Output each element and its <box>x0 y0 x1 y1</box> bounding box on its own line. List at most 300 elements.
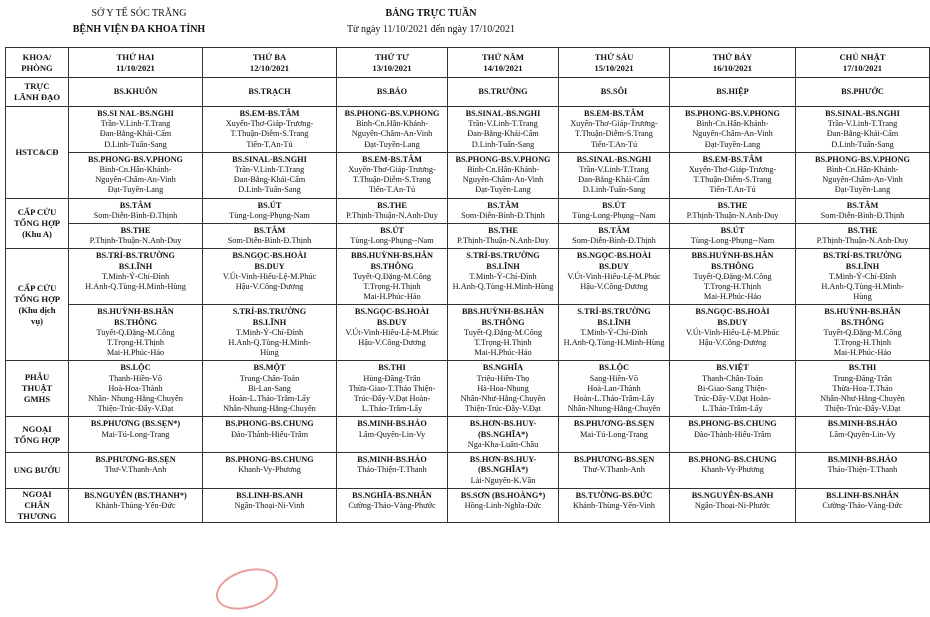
column-header-day <box>69 48 203 78</box>
duty-block <box>448 489 558 513</box>
staff-names: Thư-V.Thanh-Anh <box>104 465 167 475</box>
doctor-name: BS.SINAL-BS.NGHI <box>232 154 307 164</box>
title-block <box>316 6 546 38</box>
duty-block <box>448 417 558 452</box>
doctor-name: BS.TÂM <box>846 200 879 210</box>
staff-names: T.Thuận-Diễm-S.Trang <box>575 129 653 139</box>
duty-cell <box>69 361 203 417</box>
duty-block <box>559 305 669 350</box>
staff-names: Nguyên-Châm-An-Vinh <box>351 129 433 139</box>
staff-names: Bình-Cn.Hân-Khánh- <box>99 165 172 175</box>
duty-cell <box>448 152 559 198</box>
column-header-day <box>337 48 448 78</box>
staff-names: Hậu-V.Công-Dương <box>580 282 648 292</box>
column-date: 13/10/2021 <box>372 62 412 73</box>
staff-names: Đạt-Tuyền-Lang <box>475 185 531 195</box>
duty-cell <box>203 361 337 417</box>
duty-block <box>337 417 447 441</box>
doctor-name: (BS.NGHĨA*) <box>477 429 529 439</box>
column-day: CHỦ NHẬT <box>839 51 886 62</box>
row-label <box>6 488 69 522</box>
staff-names: H.Anh-Q.Tùng-H.Minh-Hùng <box>563 338 665 348</box>
doctor-name: BS.THÔNG <box>370 261 414 271</box>
doctor-name: BS.SINAL-BS.NGHI <box>825 109 900 118</box>
staff-names: Đan-Bằng-Khải-Cẩm <box>233 175 306 185</box>
doctor-name: BS.NGHĨA-BS.NHÂN <box>352 490 432 500</box>
doctor-name: BS.LỘC <box>598 363 630 373</box>
doctor-name: BS.NGỌC-BS.HOÀI <box>232 251 307 261</box>
doctor-name: BS.DUY <box>717 317 748 327</box>
staff-names: Tùng-Long-Phụng-Nam <box>229 210 310 220</box>
staff-names: T.Minh-Ý-Chí-Đình <box>469 271 537 281</box>
duty-block <box>796 199 929 223</box>
duty-cell <box>796 361 930 417</box>
staff-names: Lâm-Quyên-Lin-Vy <box>829 429 896 439</box>
staff-names: Hậu-V.Công-Dương <box>698 338 767 348</box>
staff-names: V.Út-Vinh-Hiếu-Lệ-M.Phúc <box>685 327 780 337</box>
staff-names: P.Thịnh-Thuận-N.Anh-Duy <box>457 236 549 246</box>
duty-cell <box>559 107 670 153</box>
staff-names: V.Út-Vinh-Hiếu-Lệ-M.Phúc <box>222 271 317 281</box>
duty-block <box>69 249 202 294</box>
duty-block <box>559 199 669 223</box>
doctor-name: BS.PHONG-BS.V.PHONG <box>87 154 184 164</box>
doctor-name: (BS.NGHĨA*) <box>477 465 529 475</box>
duty-cell <box>559 152 670 198</box>
duty-cell <box>203 152 337 198</box>
leader-cell: BS.KHUÔN <box>69 78 203 107</box>
duty-block <box>670 417 795 441</box>
duty-cell <box>448 453 559 489</box>
leader-row <box>6 78 930 107</box>
doctor-name: BS.SI NAL-BS.NGHI <box>97 109 174 118</box>
duty-cell <box>670 152 796 198</box>
staff-names: Trần-V.Linh-T.Trang <box>234 165 305 175</box>
doctor-name: BS.PHONG-BS.V.PHONG <box>344 109 440 118</box>
duty-block <box>559 489 669 513</box>
staff-names: Trúc-Đây-V.Đạt Hoàn- <box>353 394 431 404</box>
staff-names: Xuyến-Thơ-Giáp-Trương- <box>570 119 658 129</box>
doctor-name: BS.LĨNH <box>118 261 153 271</box>
doctor-name: BS.THÔNG <box>840 317 885 327</box>
row-label-line: PHẪU <box>24 372 50 383</box>
duty-block <box>796 361 929 416</box>
duty-block <box>203 249 336 294</box>
duty-block <box>559 453 669 477</box>
doctor-name: BS.MINH-BS.HẢO <box>827 419 898 429</box>
staff-names: Trần-V.Linh-T.Trang <box>468 119 538 129</box>
staff-names: Mai-H.Phúc-Hảo <box>474 348 532 358</box>
duty-cell <box>796 453 930 489</box>
duty-block <box>69 224 202 248</box>
staff-names: L.Thảo-Trâm-Lấy <box>361 404 423 414</box>
duty-cell <box>69 249 203 305</box>
doctor-name: BS.LINH-BS.NHÂN <box>826 490 899 500</box>
doctor-name: BS.TÂM <box>253 226 286 236</box>
column-header-department <box>6 48 69 78</box>
doctor-name: BS.SINAL-BS.NGHI <box>465 109 541 118</box>
duty-block <box>448 199 558 223</box>
doctor-name: BS.PHONG-BS.CHUNG <box>688 455 777 465</box>
duty-block <box>670 199 795 223</box>
doctor-name: BS.SƠN (BS.HOÀNG*) <box>460 490 546 500</box>
staff-names: Trần-V.Linh-T.Trang <box>827 119 898 129</box>
staff-names: Khánh-Thùng-Yến-Đức <box>95 500 176 510</box>
doctor-name: BS.PHƯƠNG-BS.SẸN <box>573 419 655 429</box>
roster-row <box>6 152 930 198</box>
duty-cell <box>448 198 559 223</box>
duty-cell <box>203 198 337 223</box>
doctor-name: BS.VIỆT <box>716 363 749 373</box>
row-label-line: (Khu dịch <box>18 304 56 315</box>
department-name: SỞ Y TẾ SÓC TRĂNG <box>91 8 187 19</box>
staff-names: Hoàn-L.Thảo-Trâm-Lấy <box>228 394 311 404</box>
row-label-line: THƯƠNG <box>17 510 57 521</box>
staff-names: Trần-V.Linh-T.Trang <box>579 165 649 175</box>
staff-names: Lâm-Quyên-Lin-Vy <box>358 429 426 439</box>
duty-cell <box>670 305 796 361</box>
staff-names: Som-Diễn-Bình-Đ.Thịnh <box>93 210 178 220</box>
staff-names: Hậu-V.Công-Dương <box>235 282 304 292</box>
staff-names: Thừa-Giao-T.Thảo Thiện- <box>348 383 436 393</box>
duty-block <box>203 489 336 513</box>
staff-names: Bi-Giao-Sang Thiện- <box>697 383 768 393</box>
duty-cell <box>337 107 448 153</box>
staff-names: Tiến-T.An-Tú <box>590 139 638 149</box>
staff-names: Hoà-Hoa-Thành <box>108 383 163 393</box>
page-title: BẢNG TRỰC TUẦN <box>385 8 477 19</box>
row-label <box>6 249 69 361</box>
duty-cell <box>337 152 448 198</box>
doctor-name: BS.SINAL-BS.NGHI <box>576 154 652 164</box>
duty-block <box>203 107 336 152</box>
doctor-name: BS.PHONG-BS.CHUNG <box>688 419 777 429</box>
duty-block <box>69 153 202 198</box>
duty-cell <box>559 249 670 305</box>
duty-block <box>337 153 447 198</box>
staff-names: Hà-Hoa-Nhung <box>477 383 529 393</box>
duty-cell <box>448 305 559 361</box>
staff-names: Thanh-Hiền-Võ <box>109 373 162 383</box>
duty-cell <box>670 107 796 153</box>
duty-cell <box>448 249 559 305</box>
staff-names: Tùng-Long-Phụng--Nam <box>350 236 434 246</box>
staff-names: Nguyên-Châm-An-Vinh <box>95 175 176 185</box>
leader-cell: BS.TRƯỜNG <box>448 78 559 107</box>
column-day: KHOA/ <box>22 51 52 62</box>
doctor-name: BS.NGHĨA <box>482 363 524 373</box>
row-label-line: LÃNH ĐẠO <box>13 92 61 102</box>
staff-names: Ngân-Thoại-Ni-Phước <box>694 500 771 510</box>
staff-names: T.Minh-Ý-Chí-Đình <box>828 271 897 281</box>
column-day: THỨ BA <box>252 51 287 62</box>
staff-names: L.Thảo-Trâm-Lấy <box>702 404 763 414</box>
row-label-line: CẤP CỨU <box>17 207 57 218</box>
column-day: THỨ TƯ <box>375 51 409 62</box>
staff-names: Tuyết-Q.Đặng-M.Công <box>693 271 772 281</box>
duty-cell <box>559 453 670 489</box>
staff-names: Nguyên-Châm-An-Vinh <box>822 175 903 185</box>
staff-names: Thảo-Thiện-T.Thanh <box>827 465 898 475</box>
staff-names: Xuyến-Thơ-Giáp-Trương- <box>348 165 436 175</box>
duty-block <box>203 417 336 441</box>
doctor-name: BS.ÚT <box>257 200 282 210</box>
doctor-name: S.TRÍ-BS.TRƯỜNG <box>577 307 651 317</box>
column-date: PHÒNG <box>21 62 53 73</box>
duty-cell <box>203 224 337 249</box>
row-label-line: TRỰC <box>24 81 50 91</box>
doctor-name: BBS.HUỲNH-BS.HÂN <box>461 307 545 317</box>
staff-names: Thanh-Chân-Toản <box>702 373 763 383</box>
row-label-line: vụ) <box>31 315 43 326</box>
column-day: THỨ HAI <box>116 51 155 62</box>
duty-block <box>337 361 447 416</box>
doctor-name: BS.HƠN-BS.HUY- <box>469 419 537 429</box>
staff-names: Tiến-T.An-Tú <box>246 139 293 149</box>
duty-block <box>796 453 929 477</box>
doctor-name: BS.THÔNG <box>710 261 755 271</box>
duty-block <box>203 361 336 416</box>
doctor-name: BS.TƯỜNG-BS.ĐỨC <box>575 490 653 500</box>
duty-block <box>448 361 558 416</box>
staff-names: Hùng <box>260 348 279 358</box>
duty-block <box>69 453 202 477</box>
roster-row <box>6 453 930 489</box>
staff-names: Nguyên-Châm-An-Vinh <box>692 129 773 139</box>
duty-cell <box>448 107 559 153</box>
doctor-name: BS.THE <box>120 226 151 236</box>
doctor-name: BS.NGUYÊN-BS.ANH <box>691 490 774 500</box>
duty-cell <box>337 417 448 453</box>
doctor-name: BS.LĨNH <box>252 317 287 327</box>
duty-cell <box>337 305 448 361</box>
staff-names: Thư-V.Thanh-Anh <box>583 465 645 475</box>
staff-names: Cường-Thảo-Vàng-Đức <box>822 500 903 510</box>
staff-names: Tuyết-Q.Đặng-M.Công <box>463 327 543 337</box>
duty-block <box>796 224 929 248</box>
staff-names: T.Trọng-H.Thịnh <box>703 282 762 292</box>
row-label-line: GMHS <box>23 394 51 405</box>
duty-block <box>203 199 336 223</box>
duty-cell <box>559 488 670 522</box>
column-date: 15/10/2021 <box>594 62 634 73</box>
staff-names: D.Linh-Tuấn-Sang <box>238 185 301 195</box>
staff-names: Nhân-Như-Hằng-Chuyên <box>820 394 905 404</box>
issuer-header <box>64 6 214 38</box>
staff-names: Hoàn-L.Thảo-Trâm-Lấy <box>573 394 655 404</box>
doctor-name: BS.THE <box>717 200 748 210</box>
roster-row <box>6 417 930 453</box>
staff-names: Nhân- Nhung-Hằng-Chuyên <box>88 394 183 404</box>
duty-block <box>559 417 669 441</box>
doctor-name: S.TRÍ-BS.TRƯỜNG <box>466 251 540 261</box>
doctor-name: BS.THI <box>378 363 406 373</box>
staff-names: Tùng-Long-Phụng--Nam <box>690 236 775 246</box>
staff-names: V.Út-Vinh-Hiếu-Lệ-M.Phúc <box>345 327 439 337</box>
staff-names: Thừa-Hoa-T.Thảo <box>832 383 893 393</box>
duty-cell <box>203 249 337 305</box>
row-label <box>6 361 69 417</box>
staff-names: D.Linh-Tuấn-Sang <box>104 139 167 149</box>
staff-names: Som-Diễn-Bình-Đ.Thịnh <box>820 210 905 220</box>
duty-block <box>69 107 202 152</box>
staff-names: Hùng-Đăng-Trân <box>363 373 421 383</box>
staff-names: Thảo-Thiện-T.Thanh <box>357 465 427 475</box>
roster-row <box>6 361 930 417</box>
doctor-name: BS.NGỌC-BS.HOÀI <box>354 307 430 317</box>
column-date: 16/10/2021 <box>712 62 753 73</box>
doctor-name: BS.MINH-BS.HẢO <box>357 455 427 465</box>
duty-block <box>559 107 669 152</box>
duty-block <box>796 249 929 304</box>
roster-row <box>6 488 930 522</box>
staff-names: Nhân-Nhung-Hằng-Chuyên <box>223 404 316 414</box>
doctor-name: BS.DUY <box>254 261 285 271</box>
doctor-name: BS.MINH-BS.HẢO <box>357 419 427 429</box>
duty-cell <box>448 417 559 453</box>
duty-block <box>448 224 558 248</box>
staff-names: T.Trọng-H.Thịnh <box>106 338 165 348</box>
leader-cell: BS.TRẠCH <box>203 78 337 107</box>
duty-block <box>203 224 336 248</box>
staff-names: Đan-Bằng-Khải-Cẩm <box>578 175 650 185</box>
duty-cell <box>670 417 796 453</box>
staff-names: H.Anh-Q.Tùng-H.Minh-Hùng <box>452 282 554 292</box>
doctor-name: BS.EM-BS.TÂM <box>702 154 763 164</box>
column-day: THỨ SÁU <box>594 51 634 62</box>
row-label <box>6 78 69 107</box>
duty-block <box>203 453 336 477</box>
doctor-name: BS.LĨNH <box>845 261 880 271</box>
duty-cell <box>796 488 930 522</box>
staff-names: T.Minh-Ý-Chí-Đình <box>580 327 648 337</box>
header-row <box>6 48 930 78</box>
doctor-name: BS.PHONG-BS.CHUNG <box>225 455 314 465</box>
duty-cell <box>448 361 559 417</box>
duty-cell <box>796 107 930 153</box>
doctor-name: BS.EM-BS.TÂM <box>239 109 300 118</box>
duty-cell <box>670 249 796 305</box>
duty-cell <box>203 417 337 453</box>
staff-names: Nhân-Nhung-Hằng-Chuyên <box>567 404 661 414</box>
duty-cell <box>796 249 930 305</box>
duty-cell <box>203 107 337 153</box>
column-header-day <box>203 48 337 78</box>
staff-names: D.Linh-Tuấn-Sang <box>831 139 894 149</box>
doctor-name: BBS.HUỲNH-BS.HÂN <box>691 251 774 261</box>
staff-names: Hậu-V.Công-Dương <box>358 338 426 348</box>
staff-names: T.Trọng-H.Thịnh <box>474 338 532 348</box>
duty-cell <box>337 249 448 305</box>
row-label-line: CHẤN <box>24 499 50 510</box>
duty-block <box>670 305 795 350</box>
row-label-line: NGOẠI <box>22 423 52 434</box>
staff-names: Bình-Cn.Hân-Khánh- <box>826 165 899 175</box>
duty-block <box>796 305 929 360</box>
row-label-line: NGOẠI <box>22 488 52 499</box>
staff-names: Đan-Bằng-Khải-Cẩm <box>99 129 172 139</box>
duty-block <box>69 489 202 513</box>
duty-cell <box>448 488 559 522</box>
duty-block <box>203 153 336 198</box>
roster-row <box>6 305 930 361</box>
roster-row <box>6 107 930 153</box>
duty-block <box>69 417 202 441</box>
column-day: THỨ NĂM <box>482 51 524 62</box>
duty-cell <box>203 453 337 489</box>
staff-names: D.Linh-Tuấn-Sang <box>582 185 646 195</box>
staff-names: H.Anh-Q.Tùng-H.Minh- <box>821 282 904 292</box>
staff-names: Mai-H.Phúc-Hảo <box>363 292 421 302</box>
row-label-line: CẤP CỨU <box>17 282 57 293</box>
duty-block <box>448 453 558 488</box>
duty-block <box>69 305 202 360</box>
duty-cell <box>69 488 203 522</box>
duty-block <box>559 361 669 416</box>
duty-cell <box>69 305 203 361</box>
staff-names: Khanh-Vy-Phương <box>701 465 764 475</box>
doctor-name: BS.HƠN-BS.HUY- <box>469 455 537 465</box>
duty-block <box>670 107 795 152</box>
doctor-name: BS.MINH-BS.HẢO <box>827 455 898 465</box>
column-date: 17/10/2021 <box>842 62 883 73</box>
duty-cell <box>559 305 670 361</box>
staff-names: T.Thuận-Diễm-S.Trang <box>353 175 431 185</box>
staff-names: Nguyên-Châm-An-Vinh <box>462 175 544 185</box>
column-header-day <box>670 48 796 78</box>
duty-block <box>448 249 558 294</box>
duty-cell <box>69 417 203 453</box>
doctor-name: BS.TÂM <box>119 200 152 210</box>
staff-names: T.Thuận-Diễm-S.Trang <box>230 129 309 139</box>
doctor-name: BS.LINH-BS.ANH <box>236 490 303 500</box>
doctor-name: BS.TÂM <box>598 226 630 236</box>
staff-names: Hùng <box>853 292 872 302</box>
staff-names: Tiến-T.An-Tú <box>709 185 756 195</box>
staff-names: Xuyến-Thơ-Giáp-Trương- <box>225 119 314 129</box>
row-label-line: TỔNG HỢP <box>13 293 61 304</box>
doctor-name: BS.NGỌC-BS.HOÀI <box>576 251 652 261</box>
column-date: 14/10/2021 <box>483 62 523 73</box>
staff-names: Cường-Thảo-Vàng-Phước <box>348 500 436 510</box>
doctor-name: BS.PHONG-BS.V.PHONG <box>455 154 551 164</box>
row-label-line: THUẬT <box>21 383 53 394</box>
duty-block <box>670 361 795 416</box>
duty-block <box>337 305 447 350</box>
duty-cell <box>203 305 337 361</box>
staff-names: Bi-Lan-Sang <box>248 383 291 393</box>
staff-names: Tuyết-Q.Đặng-M.Công <box>96 327 175 337</box>
duty-cell <box>69 453 203 489</box>
staff-names: Đan-Bằng-Khải-Cẩm <box>467 129 539 139</box>
column-day: THỨ BẢY <box>712 51 753 62</box>
staff-names: T.Thuận-Diễm-S.Trang <box>693 175 772 185</box>
doctor-name: BS.EM-BS.TÂM <box>362 154 422 164</box>
staff-names: Tiến-T.An-Tú <box>368 185 416 195</box>
staff-names: P.Thịnh-Thuận-N.Anh-Duy <box>89 236 182 246</box>
roster-body <box>6 78 930 523</box>
doctor-name: BS.TRÍ-BS.TRƯỜNG <box>96 251 175 261</box>
staff-names: Bình-Cn.Hân-Khánh- <box>466 165 540 175</box>
column-date: 11/10/2021 <box>116 62 155 73</box>
duty-cell <box>796 152 930 198</box>
staff-names: Trần-V.Linh-T.Trang <box>100 119 171 129</box>
row-label-line: HSTC&CĐ <box>15 146 59 157</box>
doctor-name: BS.LĨNH <box>597 317 631 327</box>
staff-names: Khanh-Vy-Phương <box>238 465 301 475</box>
doctor-name: BS.THE <box>847 226 878 236</box>
duty-block <box>337 249 447 304</box>
